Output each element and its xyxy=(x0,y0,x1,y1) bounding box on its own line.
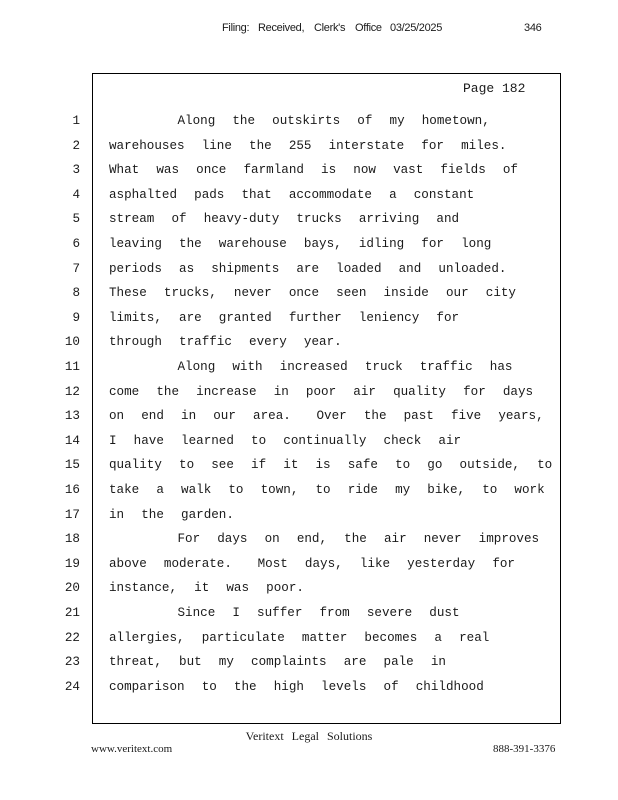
footer-company: Veritext Legal Solutions xyxy=(245,729,373,743)
line-text: in the garden. xyxy=(109,507,234,522)
line-number: 9 xyxy=(72,310,80,325)
filing-received: Received, xyxy=(258,22,305,34)
line-number: 1 xyxy=(72,114,80,128)
filing-date: 03/25/2025 xyxy=(390,22,443,34)
line-text: For days on end, the air never improves xyxy=(109,532,540,547)
line-text: through traffic every year. xyxy=(109,335,342,350)
filing-label: Filing: xyxy=(222,22,250,34)
filing-stamp xyxy=(0,22,618,38)
line-number: 11 xyxy=(64,360,80,374)
line-text: limits, are granted further leniency for xyxy=(109,310,460,325)
line-number: 22 xyxy=(64,630,80,645)
line-text: What was once farmland is now vast fields of xyxy=(109,163,518,178)
filing-office: Office xyxy=(355,22,382,34)
line-text: Along the outskirts of my hometown, xyxy=(109,114,490,128)
line-number: 17 xyxy=(64,507,80,522)
line-text: allergies, particulate matter becomes a real xyxy=(109,630,490,645)
line-text: quality to see if it is safe to go outside, to xyxy=(109,458,553,473)
line-number: 12 xyxy=(64,384,80,399)
line-text: Along with increased truck traffic has xyxy=(109,360,513,374)
footer-website: www.veritext.com xyxy=(91,743,173,755)
line-number: 10 xyxy=(64,335,80,350)
line-text: threat, but my complaints are pale in xyxy=(109,655,446,670)
line-text: Since I suffer from severe dust xyxy=(109,606,460,620)
line-number: 24 xyxy=(64,679,80,694)
filing-page-total: 346 xyxy=(524,22,542,34)
footer-phone: 888-391-3376 xyxy=(493,743,556,755)
line-number: 8 xyxy=(72,286,80,301)
line-text: leaving the warehouse bays, idling for long xyxy=(109,237,492,251)
filing-clerks: Clerk's xyxy=(314,22,346,34)
line-number: 7 xyxy=(72,261,80,276)
line-number: 23 xyxy=(64,655,80,670)
line-text: instance, it was poor. xyxy=(109,581,304,596)
line-number: 16 xyxy=(64,483,80,497)
line-number: 2 xyxy=(72,138,80,153)
line-text: warehouses line the 255 interstate for miles. xyxy=(109,138,507,153)
line-text: periods as shipments are loaded and unloaded. xyxy=(109,261,507,276)
line-number: 6 xyxy=(72,237,80,251)
line-text: I have learned to continually check air xyxy=(109,433,462,448)
line-number: 3 xyxy=(72,163,80,178)
page-label: Page 182 xyxy=(463,81,526,96)
line-text: above moderate. Most days, like yesterday for xyxy=(109,556,515,571)
line-number: 14 xyxy=(64,433,80,448)
line-text: stream of heavy-duty trucks arriving and xyxy=(109,212,460,227)
line-text: comparison to the high levels of childhood xyxy=(109,679,484,694)
line-text: take a walk to town, to ride my bike, to work xyxy=(109,483,545,497)
line-text: These trucks, never once seen inside our city xyxy=(109,286,516,301)
line-text: come the increase in poor air quality for days xyxy=(109,384,534,399)
line-number: 19 xyxy=(64,556,80,571)
line-text: on end in our area. Over the past five years, xyxy=(109,409,544,424)
line-number: 5 xyxy=(72,212,80,227)
line-number: 13 xyxy=(64,409,80,424)
line-number: 4 xyxy=(72,187,80,202)
line-number: 21 xyxy=(64,606,80,620)
line-number: 15 xyxy=(64,458,80,473)
line-number: 18 xyxy=(64,532,80,547)
line-number: 20 xyxy=(64,581,80,596)
line-text: asphalted pads that accommodate a constant xyxy=(109,187,475,202)
